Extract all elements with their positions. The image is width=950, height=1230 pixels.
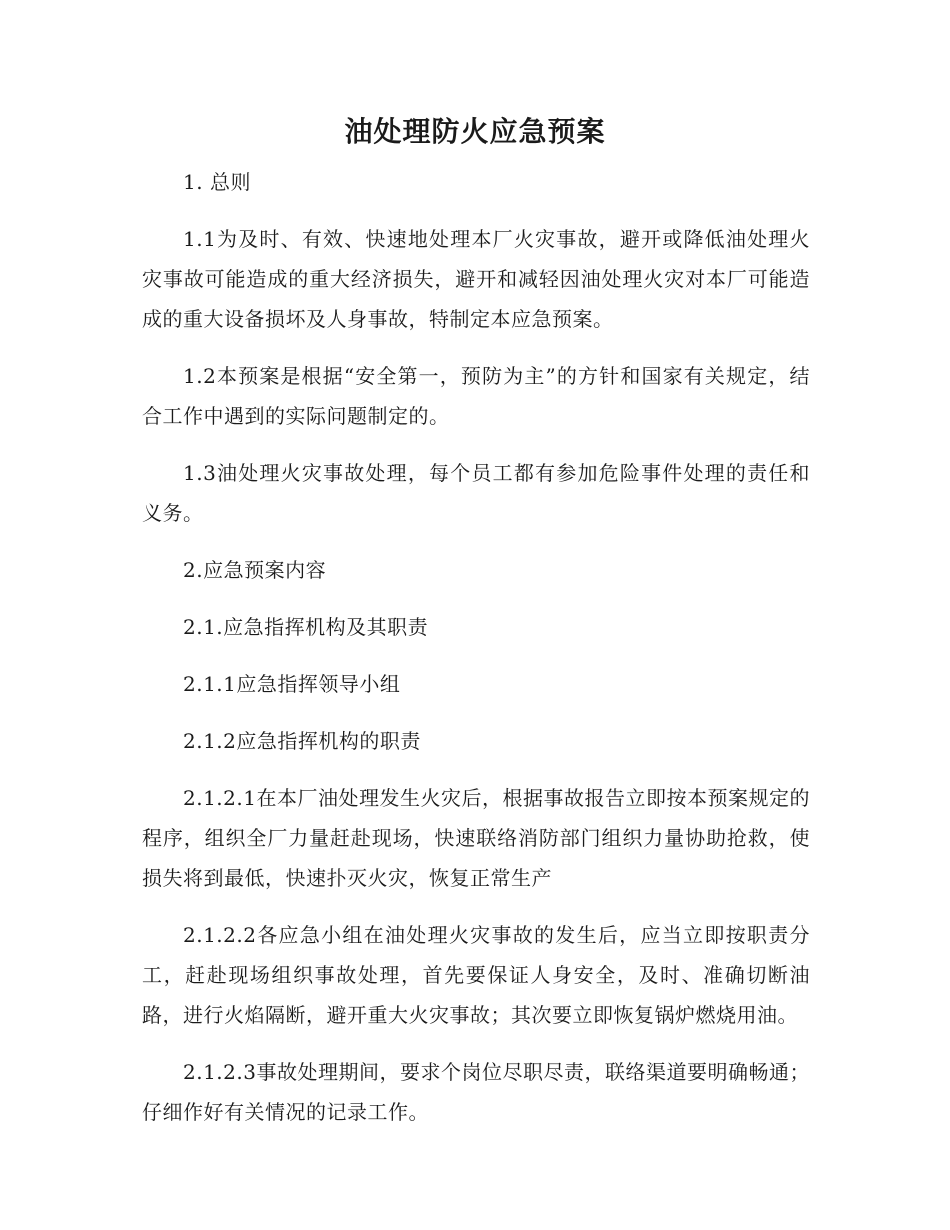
subsection-heading-2-1-2: 2.1.2应急指挥机构的职责 xyxy=(183,729,421,753)
paragraph-1-1: 1.1为及时、有效、快速地处理本厂火灾事故，避开或降低油处理火灾事故可能造成的重大经济损失，避开和减轻因油处理火灾对本厂可能造成的重大设备损坏及人身事故，特制定本应急预案。 xyxy=(142,227,810,331)
subsection-heading-2-1-1: 2.1.1应急指挥领导小组 xyxy=(183,672,401,696)
paragraph-2-1-2-1: 2.1.2.1在本厂油处理发生火灾后，根据事故报告立即按本预案规定的程序，组织全厂力量赶赴现场，快速联络消防部门组织力量协助抢救，使损失将到最低，快速扑灭火灾，恢复正常生产 xyxy=(142,786,810,890)
subsection-heading-2-1: 2.1.应急指挥机构及其职责 xyxy=(183,615,429,639)
paragraph-2-1-2-3: 2.1.2.3事故处理期间，要求个岗位尽职尽责，联络渠道要明确畅通；仔细作好有关情况的记录工作。 xyxy=(142,1060,810,1124)
paragraph-1-2: 1.2本预案是根据“安全第一，预防为主”的方针和国家有关规定，结合工作中遇到的实际问题制定的。 xyxy=(142,364,810,428)
section-heading-plan-content: 2.应急预案内容 xyxy=(183,558,327,582)
section-heading-general: 1. 总则 xyxy=(183,170,251,194)
paragraph-2-1-2-2: 2.1.2.2各应急小组在油处理火灾事故的发生后，应当立即按职责分工，赶赴现场组织事故处理，首先要保证人身安全，及时、准确切断油路，进行火焰隔断，避开重大火灾事故；其次要立即恢复锅炉燃烧用油。 xyxy=(142,923,810,1027)
document-title: 油处理防火应急预案 xyxy=(344,115,606,148)
paragraph-1-3: 1.3油处理火灾事故处理，每个员工都有参加危险事件处理的责任和义务。 xyxy=(142,461,810,525)
document-body xyxy=(142,162,810,1149)
